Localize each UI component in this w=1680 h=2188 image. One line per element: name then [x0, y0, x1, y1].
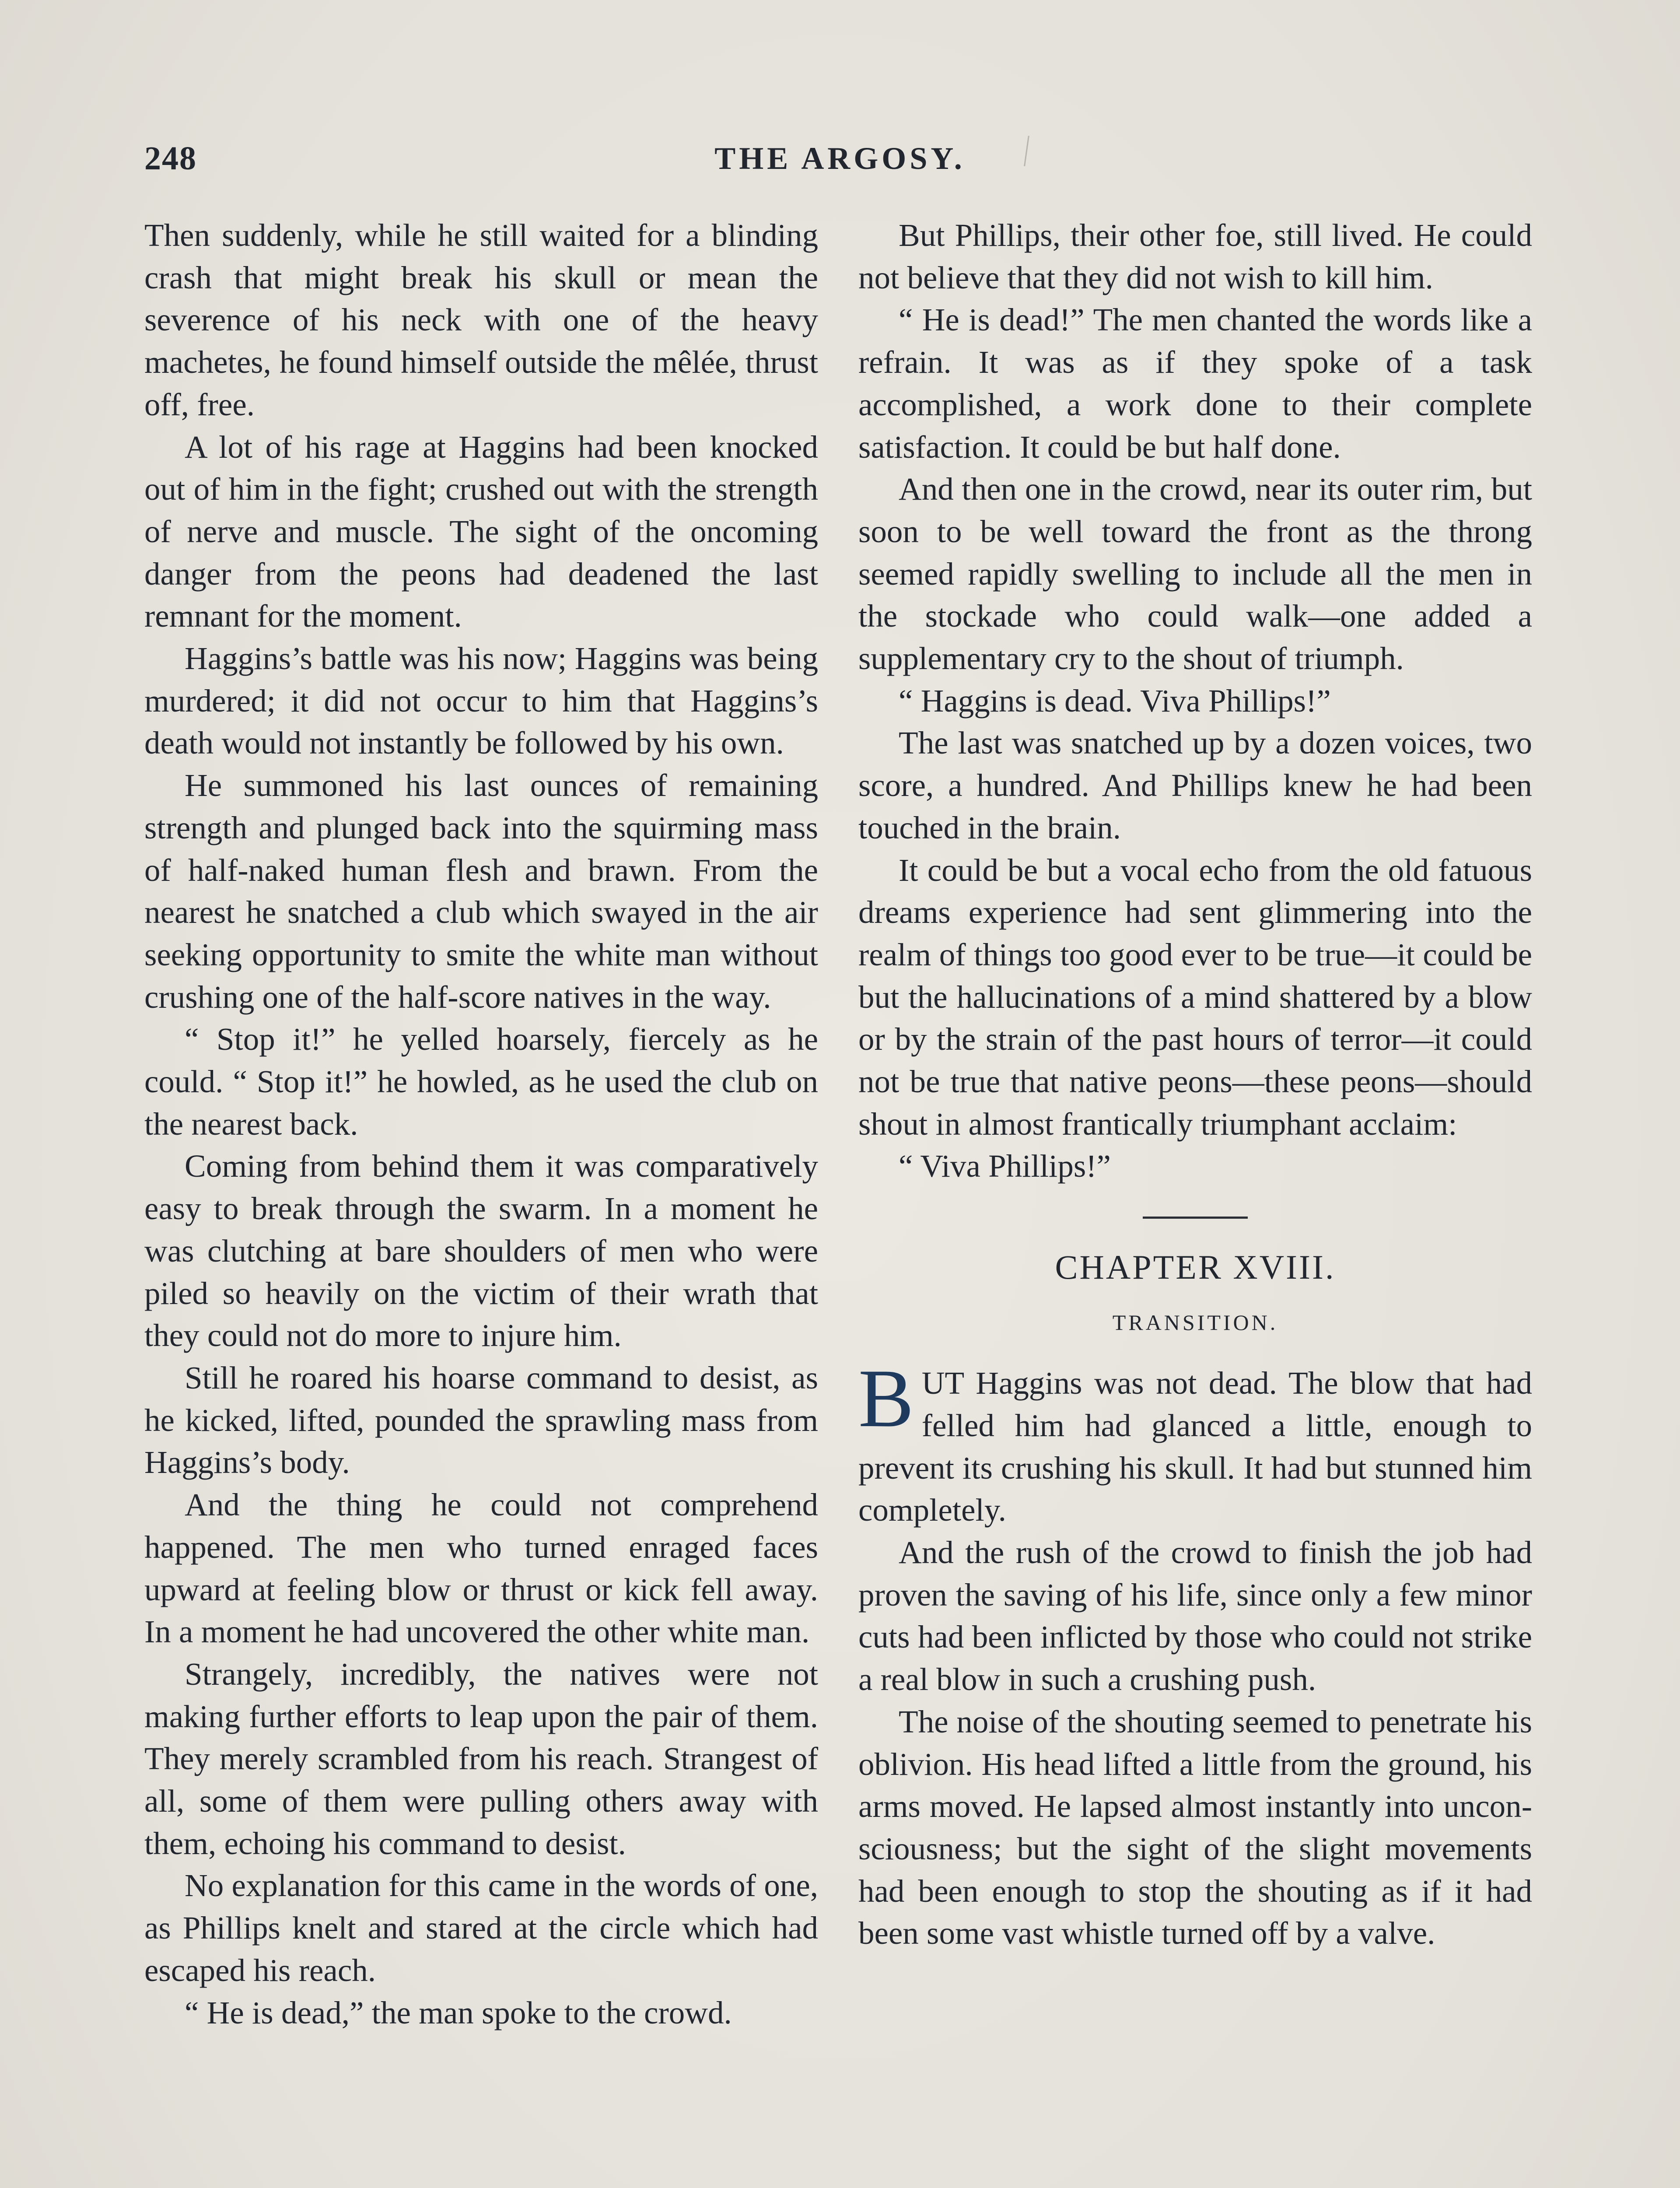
opening-text: UT Haggins was not dead. The blow that had felled him had glanced a little, enough to prevent its crushing his skull. It had but stunned him completely.: [858, 1365, 1532, 1528]
paragraph: And the thing he could not comprehend happened. The men who turned enraged faces upward at feeling blow or thrust or kick fell away. In a moment he had uncovered the other white man.: [144, 1487, 818, 1650]
paragraph: Then suddenly, while he still waited for a blinding crash that might break his skull or mean the severence of his neck with one of the heavy machetes, he found himself outside the mêlée, thrust off, free.: [144, 217, 818, 422]
section-divider: [1143, 1217, 1248, 1219]
paragraph: “ He is dead,” the man spoke to the crowd.: [185, 1995, 732, 2030]
paragraph: “ He is dead!” The men chanted the words like a refrain. It was as if they spoke of a task accomplished, a work done to their complete satisfaction. It could be but half done.: [858, 302, 1532, 465]
chapter-opening-paragraph: [858, 1353, 1532, 1532]
page-header: [144, 137, 1536, 185]
paragraph: It could be but a vocal echo from the old fatuous dreams experience had sent glimmering into the realm of things too good ever to be true—it could be but the hallucinations of a mind shattered by a blow or by the strain of the past hours of terror—it could not be true that native peons—these peons—should shout in almost frantically triumphant acclaim:: [858, 852, 1532, 1142]
drop-cap: B: [858, 1353, 914, 1445]
paragraph: No explanation for this came in the words of one, as Phillips knelt and stared at the circle which had escaped his reach.: [144, 1868, 818, 1988]
right-column: [858, 214, 1532, 1955]
paragraph: And then one in the crowd, near its outer rim, but soon to be well toward the front as the throng seemed rapidly swelling to include all the men in the stockade who could walk—one added a supplementary cry to the shout of triumph.: [858, 471, 1532, 677]
paragraph: “ Haggins is dead. Viva Phillips!”: [899, 683, 1331, 719]
paragraph: He summoned his last ounces of remaining strength and plunged back into the squirming mass of half-naked human flesh and brawn. From the nearest he snatched a club which swayed in the air seeking opportunity to smite the white man without crushing one of the half-score natives in the way.: [144, 768, 818, 1015]
paragraph: Coming from behind them it was comparatively easy to break through the swarm. In a moment he was clutching at bare shoulders of men who were piled so heavily on the victim of their wrath that they could not do more to injure him.: [144, 1148, 818, 1353]
paragraph: “ Stop it!” he yelled hoarsely, fiercely as he could. “ Stop it!” he howled, as he used the club on the nearest back.: [144, 1021, 818, 1142]
paragraph: Still he roared his hoarse command to desist, as he kicked, lifted, pounded the sprawling mass from Haggins’s body.: [144, 1360, 818, 1480]
chapter-title: CHAPTER XVIII.: [1055, 1248, 1336, 1287]
paragraph: The last was snatched up by a dozen voices, two score, a hundred. And Phillips knew he had been touched in the brain.: [858, 725, 1532, 845]
chapter-subtitle: TRANSITION.: [1112, 1310, 1278, 1335]
paragraph: Haggins’s battle was his now; Haggins was being murdered; it did not occur to him that Haggins’s death would not instantly be followed by his own.: [144, 641, 818, 761]
paragraph: Strangely, incredibly, the natives were not making further efforts to leap upon the pair of them. They merely scrambled from his reach. Strangest of all, some of them were pulling others away with them, echoing his command to desist.: [144, 1656, 818, 1861]
paragraph: But Phillips, their other foe, still lived. He could not believe that they did not wish to kill him.: [858, 217, 1532, 295]
paragraph: And the rush of the crowd to finish the job had proven the saving of his life, since only a few minor cuts had been inflicted by those who could not strike a real blow in such a crushing push.: [858, 1534, 1532, 1697]
paragraph: The noise of the shouting seemed to penetrate his oblivion. His head lifted a little from the ground, his arms moved. He lapsed almost instantly into unconsciousness; but the sight of the slight movements had been enough to stop the shouting as if it had been some vast whistle turned off by a valve.: [858, 1704, 1532, 1951]
page-number: 248: [144, 140, 197, 177]
left-column: [144, 214, 818, 2034]
running-head: THE ARGOSY.: [714, 141, 966, 176]
paragraph: “ Viva Phillips!”: [899, 1148, 1111, 1184]
paragraph: A lot of his rage at Haggins had been knocked out of him in the fight; crushed out with the strength of nerve and muscle. The sight of the oncoming danger from the peons had deadened the last remnant for the moment.: [144, 429, 818, 634]
